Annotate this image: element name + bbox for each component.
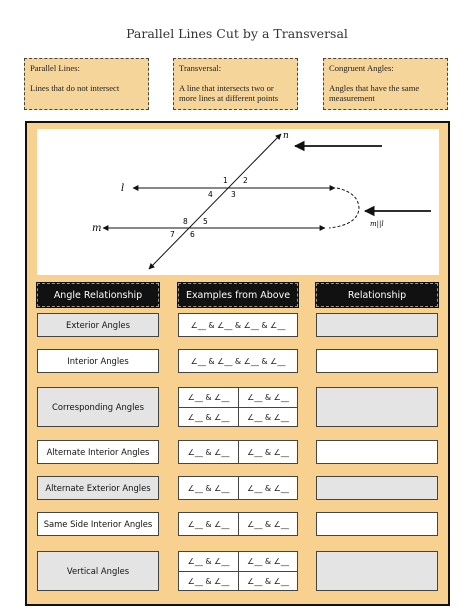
- example-pair: ∠__ & ∠__: [247, 483, 289, 493]
- example-pair: ∠__ & ∠__: [179, 572, 239, 590]
- example-pair: ∠__ & ∠__: [179, 513, 239, 535]
- angle-6: 6: [190, 230, 195, 239]
- example-cell[interactable]: [178, 440, 298, 464]
- example-pair: ∠__ & ∠__: [247, 519, 289, 529]
- angle-3: 3: [231, 190, 236, 199]
- definition-text: A line that intersects two or more lines at different points: [179, 83, 279, 103]
- row-label: Exterior Angles: [37, 313, 159, 337]
- example-pair: ∠__ & ∠__: [179, 388, 239, 408]
- angle-1: 1: [223, 176, 228, 185]
- example-blanks: ∠__ & ∠__ & ∠__ & ∠__: [190, 320, 286, 330]
- example-pair: ∠__ & ∠__: [247, 576, 289, 586]
- relationship-answer-box[interactable]: [316, 313, 438, 337]
- example-cell[interactable]: [178, 313, 298, 337]
- definition-term: Parallel Lines:: [30, 63, 80, 73]
- row-label: Same Side Interior Angles: [37, 512, 159, 536]
- parallel-note: m||l: [370, 220, 384, 228]
- row-label: Corresponding Angles: [37, 387, 159, 427]
- definition-term: Transversal:: [179, 63, 222, 73]
- example-pair: ∠__ & ∠__: [247, 447, 289, 457]
- example-cell[interactable]: [178, 551, 298, 591]
- page-title: Parallel Lines Cut by a Transversal: [126, 26, 348, 41]
- example-pair: ∠__ & ∠__: [179, 441, 239, 463]
- definition-text: Angles that have the same measurement: [329, 83, 420, 103]
- example-cell[interactable]: [178, 476, 298, 500]
- relationship-answer-box[interactable]: [316, 476, 438, 500]
- angle-7: 7: [170, 230, 175, 239]
- example-pair: ∠__ & ∠__: [179, 552, 239, 572]
- example-pair: ∠__ & ∠__: [239, 552, 297, 572]
- row-label: Alternate Exterior Angles: [37, 476, 159, 500]
- parallel-lines-diagram: [37, 129, 439, 275]
- example-cell[interactable]: [178, 387, 298, 427]
- example-cell[interactable]: [178, 349, 298, 373]
- relationship-answer-box[interactable]: [316, 440, 438, 464]
- worksheet-panel: [25, 121, 450, 606]
- row-label: Interior Angles: [37, 349, 159, 373]
- header-angle-relationship: Angle Relationship: [37, 283, 159, 307]
- example-pair: ∠__ & ∠__: [247, 412, 289, 422]
- example-pair: ∠__ & ∠__: [179, 408, 239, 426]
- angle-4: 4: [208, 190, 213, 199]
- angle-5: 5: [203, 217, 208, 226]
- definition-congruent-angles: [323, 58, 448, 110]
- example-cell[interactable]: [178, 512, 298, 536]
- relationship-answer-box[interactable]: [316, 349, 438, 373]
- label-l: l: [121, 183, 125, 194]
- angle-8: 8: [183, 217, 188, 226]
- angle-2: 2: [243, 176, 248, 185]
- example-blanks: ∠__ & ∠__ & ∠__ & ∠__: [190, 356, 286, 366]
- dashed-connector: [329, 188, 359, 228]
- row-label: Vertical Angles: [37, 551, 159, 591]
- definition-parallel-lines: [24, 58, 149, 110]
- transversal-n: [149, 134, 281, 269]
- relationship-answer-box[interactable]: [316, 551, 438, 591]
- header-relationship: Relationship: [316, 283, 438, 307]
- label-n: n: [283, 131, 289, 141]
- definition-text: Lines that do not intersect: [30, 83, 120, 93]
- label-m: m: [92, 223, 102, 234]
- row-label: Alternate Interior Angles: [37, 440, 159, 464]
- header-examples: Examples from Above: [178, 283, 298, 307]
- example-pair: ∠__ & ∠__: [239, 388, 297, 408]
- relationship-answer-box[interactable]: [316, 387, 438, 427]
- relationship-answer-box[interactable]: [316, 512, 438, 536]
- example-pair: ∠__ & ∠__: [179, 477, 239, 499]
- diagram-svg: [37, 129, 439, 275]
- definition-transversal: [173, 58, 298, 110]
- definition-term: Congruent Angles:: [329, 63, 394, 73]
